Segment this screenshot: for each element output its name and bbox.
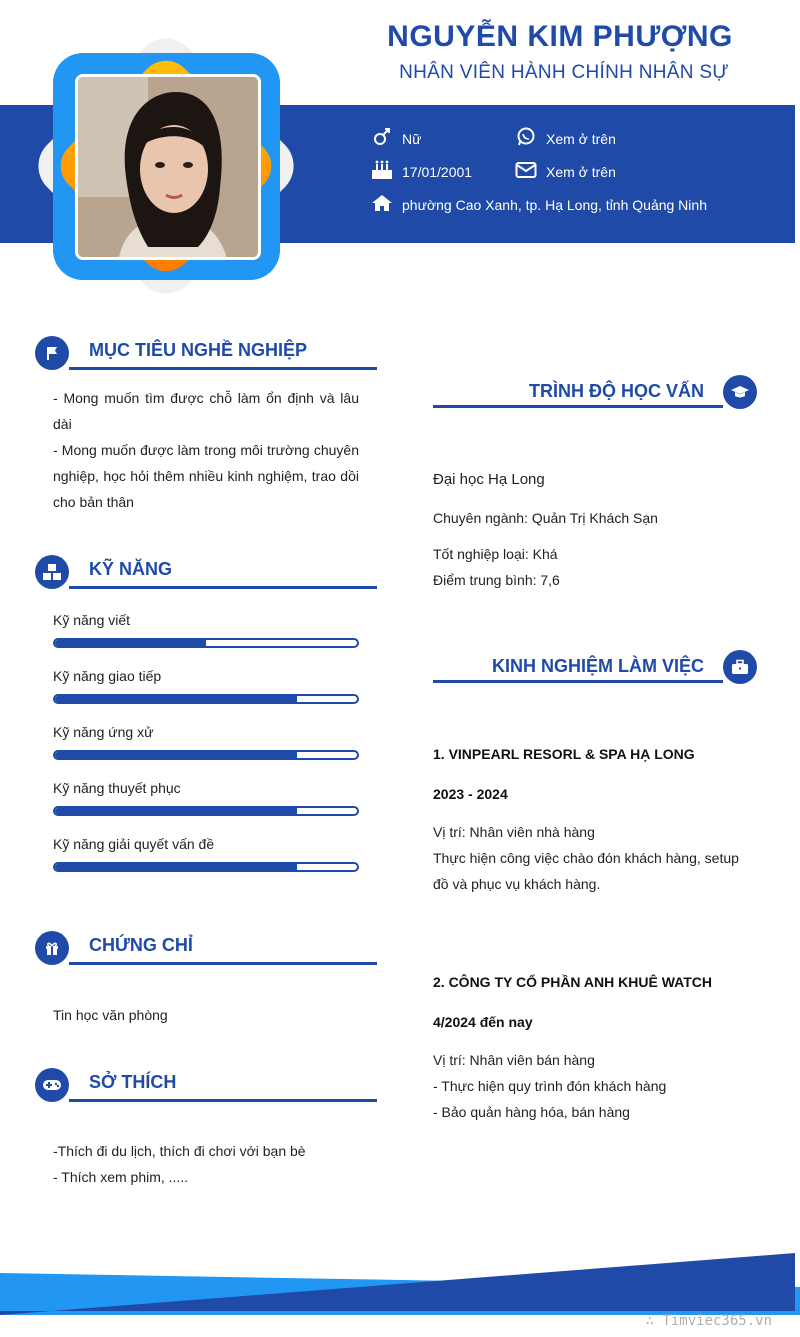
education-gpa: Điểm trung bình: 7,6 (433, 572, 560, 588)
whatsapp-icon (515, 127, 537, 147)
skill-bar (53, 638, 359, 648)
address-value: phường Cao Xanh, tp. Hạ Long, tỉnh Quảng Ninh (402, 197, 707, 213)
hobby-line: -Thích đi du lịch, thích đi chơi với bạn bè (53, 1143, 306, 1159)
gender-value: Nữ (402, 131, 422, 147)
job-description (433, 819, 753, 897)
objective-line: - Mong muốn tìm được chỗ làm ổn định và lâu dài (53, 390, 359, 432)
job-period: 2023 - 2024 (433, 786, 508, 802)
job-line: Thực hiện công việc chào đón khách hàng, setup đồ và phục vụ khách hàng. (433, 850, 739, 892)
skill-label: Kỹ năng giải quyết vấn đề (53, 836, 215, 852)
footer-wave (0, 1245, 800, 1315)
skill-bar (53, 806, 359, 816)
skill-bar-fill (55, 696, 297, 702)
skills-divider (69, 586, 377, 589)
gift-icon (35, 931, 69, 965)
gamepad-icon (35, 1068, 69, 1102)
hobbies-heading: SỞ THÍCH (89, 1072, 177, 1092)
gender-icon (371, 127, 393, 147)
job-period: 4/2024 đến nay (433, 1014, 533, 1030)
flag-icon (35, 336, 69, 370)
job-line: Vị trí: Nhân viên bán hàng (433, 1052, 595, 1068)
education-major: Chuyên ngành: Quản Trị Khách Sạn (433, 510, 658, 526)
job-description (433, 1047, 753, 1125)
cubes-icon (35, 555, 69, 589)
email-value: Xem ở trên (546, 164, 616, 180)
skill-label: Kỹ năng giao tiếp (53, 668, 162, 684)
certificate-item: Tin học văn phòng (53, 1007, 168, 1023)
objective-line: - Mong muốn được làm trong môi trường chuyên nghiệp, học hỏi thêm nhiều kinh nghiệm, trao dồi cho bản thân (53, 442, 359, 510)
certificates-heading: CHỨNG CHỈ (89, 935, 193, 955)
education-heading: TRÌNH ĐỘ HỌC VẤN (529, 381, 704, 401)
skill-bar (53, 862, 359, 872)
job-company: 2. CÔNG TY CỔ PHẦN ANH KHUÊ WATCH (433, 974, 712, 990)
skill-label: Kỹ năng ứng xử (53, 724, 154, 740)
birthday-cake-icon (371, 160, 393, 180)
skill-bar (53, 694, 359, 704)
home-icon (371, 193, 393, 213)
skill-bar-fill (55, 752, 297, 758)
objective-heading: MỤC TIÊU NGHỀ NGHIỆP (89, 340, 308, 360)
watermark: ∴ Timviec365.vn (645, 1313, 772, 1329)
education-grade: Tốt nghiệp loại: Khá (433, 546, 558, 562)
hobbies-divider (69, 1099, 377, 1102)
graduation-cap-icon (723, 375, 757, 409)
briefcase-icon (723, 650, 757, 684)
skills-heading: KỸ NĂNG (89, 559, 173, 579)
job-company: 1. VINPEARL RESORL & SPA HẠ LONG (433, 746, 695, 762)
email-icon (515, 160, 537, 180)
education-divider (433, 405, 723, 408)
job-line: - Thực hiện quy trình đón khách hàng (433, 1078, 667, 1094)
job-line: - Bảo quản hàng hóa, bán hàng (433, 1104, 630, 1120)
hobby-line: - Thích xem phim, ..... (53, 1169, 189, 1185)
birthdate-value: 17/01/2001 (402, 164, 473, 180)
objective-text (53, 385, 359, 515)
skill-label: Kỹ năng viết (53, 612, 131, 628)
skill-bar (53, 750, 359, 760)
skill-bar-fill (55, 864, 297, 870)
avatar (75, 74, 261, 260)
candidate-name: NGUYỄN KIM PHƯỢNG (387, 20, 733, 53)
skill-bar-fill (55, 640, 206, 646)
school-name: Đại học Hạ Long (433, 471, 545, 488)
phone-value: Xem ở trên (546, 131, 616, 147)
hobbies-text (53, 1138, 373, 1190)
experience-divider (433, 680, 723, 683)
objective-divider (69, 367, 377, 370)
skill-label: Kỹ năng thuyết phục (53, 780, 181, 796)
job-title: NHÂN VIÊN HÀNH CHÍNH NHÂN SỰ (399, 62, 729, 83)
job-line: Vị trí: Nhân viên nhà hàng (433, 824, 595, 840)
certificates-divider (69, 962, 377, 965)
skill-bar-fill (55, 808, 297, 814)
experience-heading: KINH NGHIỆM LÀM VIỆC (491, 656, 704, 676)
